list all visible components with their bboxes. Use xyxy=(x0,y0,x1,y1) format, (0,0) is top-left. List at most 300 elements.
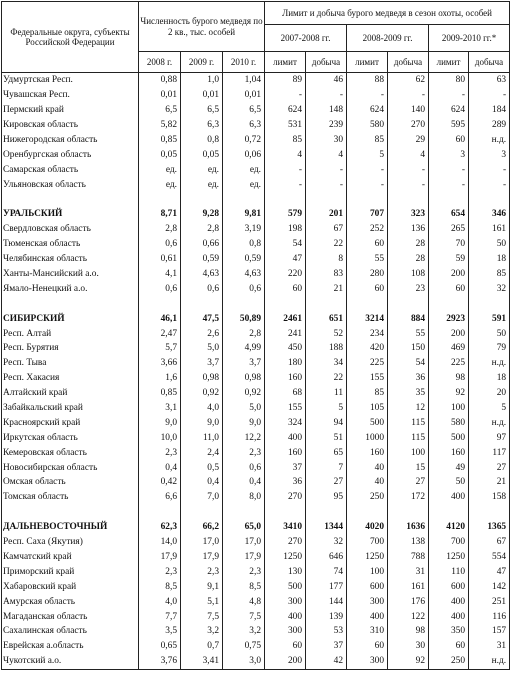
value-cell: 651 xyxy=(306,311,347,326)
header-limit-label: лимит xyxy=(429,52,469,73)
value-cell: 60 xyxy=(347,639,388,654)
value-cell: - xyxy=(469,177,510,192)
value-cell: ед. xyxy=(223,162,265,177)
value-cell: 200 xyxy=(429,326,469,341)
value-cell: 2,47 xyxy=(139,326,181,341)
region-name-cell: Красноярский край xyxy=(2,415,139,430)
value-cell: 4,0 xyxy=(181,401,223,416)
value-cell: н.д. xyxy=(469,415,510,430)
value-cell: 0,5 xyxy=(181,460,223,475)
header-harvest-label: добыча xyxy=(306,52,347,73)
table-row xyxy=(2,147,510,162)
spacer-cell xyxy=(347,296,388,311)
value-cell: 100 xyxy=(347,564,388,579)
value-cell: 60 xyxy=(347,281,388,296)
spacer-cell xyxy=(223,192,265,207)
spacer-cell xyxy=(265,192,306,207)
value-cell: 17,9 xyxy=(139,550,181,565)
value-cell: 35 xyxy=(388,386,429,401)
value-cell: 0,6 xyxy=(223,281,265,296)
value-cell: 251 xyxy=(469,594,510,609)
value-cell: 49 xyxy=(429,460,469,475)
header-limit-label: лимит xyxy=(347,52,388,73)
value-cell: 105 xyxy=(347,401,388,416)
value-cell: 2923 xyxy=(429,311,469,326)
value-cell: 323 xyxy=(388,207,429,222)
value-cell: 469 xyxy=(429,341,469,356)
value-cell: 55 xyxy=(347,252,388,267)
value-cell: 52 xyxy=(306,326,347,341)
value-cell: - xyxy=(388,177,429,192)
value-cell: 0,05 xyxy=(139,147,181,162)
value-cell: 591 xyxy=(469,311,510,326)
value-cell: 2,3 xyxy=(139,445,181,460)
value-cell: 3 xyxy=(429,147,469,162)
value-cell: 28 xyxy=(388,252,429,267)
header-limit: Лимит и добыча бурого медведя в сезон охоты, особей xyxy=(265,2,510,25)
value-cell: 79 xyxy=(469,341,510,356)
value-cell: 4,63 xyxy=(223,267,265,282)
value-cell: 265 xyxy=(429,222,469,237)
value-cell: 65 xyxy=(306,445,347,460)
value-cell: 270 xyxy=(265,490,306,505)
value-cell: 115 xyxy=(388,415,429,430)
spacer-cell xyxy=(139,505,181,520)
value-cell: 624 xyxy=(265,103,306,118)
value-cell: 67 xyxy=(306,222,347,237)
value-cell: 198 xyxy=(265,222,306,237)
header-season: 2009-2010 гг.* xyxy=(429,25,510,52)
value-cell: 9,1 xyxy=(181,579,223,594)
value-cell: 346 xyxy=(469,207,510,222)
value-cell: 788 xyxy=(388,550,429,565)
value-cell: 4120 xyxy=(429,520,469,535)
value-cell: 180 xyxy=(265,356,306,371)
value-cell: 27 xyxy=(388,475,429,490)
value-cell: 400 xyxy=(265,430,306,445)
value-cell: 5 xyxy=(469,401,510,416)
value-cell: 50 xyxy=(469,326,510,341)
value-cell: 37 xyxy=(306,639,347,654)
region-name-cell: Камчатский край xyxy=(2,550,139,565)
value-cell: 12 xyxy=(388,401,429,416)
value-cell: 60 xyxy=(265,639,306,654)
value-cell: 46 xyxy=(306,73,347,88)
value-cell: 0,75 xyxy=(223,639,265,654)
value-cell: 3,5 xyxy=(139,624,181,639)
value-cell: - xyxy=(469,162,510,177)
value-cell: 3 xyxy=(469,147,510,162)
value-cell: 122 xyxy=(388,609,429,624)
value-cell: 0,01 xyxy=(223,88,265,103)
value-cell: 51 xyxy=(306,430,347,445)
spacer-cell xyxy=(181,296,223,311)
value-cell: 0,4 xyxy=(139,460,181,475)
value-cell: 646 xyxy=(306,550,347,565)
region-name-cell: Ульяновская область xyxy=(2,177,139,192)
value-cell: 11,0 xyxy=(181,430,223,445)
spacer-cell xyxy=(347,505,388,520)
value-cell: 36 xyxy=(265,475,306,490)
value-cell: 98 xyxy=(388,624,429,639)
spacer-cell xyxy=(139,296,181,311)
region-name-cell: Свердловская область xyxy=(2,222,139,237)
value-cell: 18 xyxy=(469,252,510,267)
value-cell: 32 xyxy=(469,281,510,296)
spacer-cell xyxy=(429,505,469,520)
value-cell: 117 xyxy=(469,445,510,460)
value-cell: 0,85 xyxy=(139,133,181,148)
region-name-cell: Кемеровская область xyxy=(2,445,139,460)
spacer-cell xyxy=(469,296,510,311)
spacer-row xyxy=(2,505,510,520)
value-cell: 0,85 xyxy=(139,386,181,401)
value-cell: 158 xyxy=(469,490,510,505)
value-cell: 2461 xyxy=(265,311,306,326)
value-cell: 0,65 xyxy=(139,639,181,654)
value-cell: н.д. xyxy=(469,654,510,669)
value-cell: 2,3 xyxy=(139,564,181,579)
table-row xyxy=(2,639,510,654)
value-cell: 350 xyxy=(429,624,469,639)
value-cell: 85 xyxy=(347,386,388,401)
value-cell: 21 xyxy=(469,475,510,490)
table-row xyxy=(2,237,510,252)
value-cell: 0,7 xyxy=(181,639,223,654)
value-cell: 8,0 xyxy=(223,490,265,505)
value-cell: 8,71 xyxy=(139,207,181,222)
value-cell: 400 xyxy=(429,490,469,505)
value-cell: 89 xyxy=(265,73,306,88)
value-cell: - xyxy=(469,88,510,103)
value-cell: ед. xyxy=(181,177,223,192)
value-cell: 18 xyxy=(469,371,510,386)
table-row xyxy=(2,252,510,267)
value-cell: 40 xyxy=(347,460,388,475)
value-cell: 9,81 xyxy=(223,207,265,222)
table-row xyxy=(2,609,510,624)
value-cell: 176 xyxy=(388,594,429,609)
value-cell: 40 xyxy=(347,475,388,490)
value-cell: 654 xyxy=(429,207,469,222)
table-row xyxy=(2,73,510,88)
value-cell: 9,28 xyxy=(181,207,223,222)
value-cell: 0,6 xyxy=(181,281,223,296)
value-cell: 6,3 xyxy=(223,118,265,133)
value-cell: 55 xyxy=(388,326,429,341)
value-cell: 23 xyxy=(388,281,429,296)
table-row xyxy=(2,118,510,133)
value-cell: 95 xyxy=(306,490,347,505)
value-cell: 8 xyxy=(306,252,347,267)
value-cell: 139 xyxy=(306,609,347,624)
value-cell: 63 xyxy=(469,73,510,88)
value-cell: 66,2 xyxy=(181,520,223,535)
value-cell: 62 xyxy=(388,73,429,88)
value-cell: 624 xyxy=(347,103,388,118)
spacer-cell xyxy=(388,192,429,207)
value-cell: 0,98 xyxy=(181,371,223,386)
table-row xyxy=(2,356,510,371)
value-cell: 0,92 xyxy=(223,386,265,401)
value-cell: 310 xyxy=(347,624,388,639)
value-cell: 1000 xyxy=(347,430,388,445)
value-cell: 0,01 xyxy=(181,88,223,103)
value-cell: 280 xyxy=(347,267,388,282)
value-cell: 97 xyxy=(469,430,510,445)
region-name-cell: Алтайский край xyxy=(2,386,139,401)
value-cell: ед. xyxy=(223,177,265,192)
value-cell: - xyxy=(306,177,347,192)
value-cell: н.д. xyxy=(469,133,510,148)
value-cell: 67 xyxy=(469,535,510,550)
value-cell: - xyxy=(265,177,306,192)
value-cell: 47 xyxy=(469,564,510,579)
value-cell: 17,0 xyxy=(181,535,223,550)
value-cell: 500 xyxy=(265,579,306,594)
value-cell: 0,59 xyxy=(181,252,223,267)
spacer-cell xyxy=(306,505,347,520)
value-cell: 115 xyxy=(388,430,429,445)
value-cell: 100 xyxy=(388,445,429,460)
value-cell: 239 xyxy=(306,118,347,133)
value-cell: 47,5 xyxy=(181,311,223,326)
value-cell: 3,7 xyxy=(223,356,265,371)
table-row xyxy=(2,564,510,579)
value-cell: - xyxy=(306,88,347,103)
value-cell: 400 xyxy=(429,594,469,609)
value-cell: 144 xyxy=(306,594,347,609)
value-cell: 0,59 xyxy=(223,252,265,267)
value-cell: 15 xyxy=(388,460,429,475)
value-cell: 74 xyxy=(306,564,347,579)
value-cell: 2,4 xyxy=(181,445,223,460)
spacer-cell xyxy=(306,192,347,207)
value-cell: 1344 xyxy=(306,520,347,535)
value-cell: ед. xyxy=(181,162,223,177)
value-cell: 225 xyxy=(429,356,469,371)
value-cell: 4,63 xyxy=(181,267,223,282)
table-row xyxy=(2,460,510,475)
value-cell: 4,1 xyxy=(139,267,181,282)
table-row xyxy=(2,162,510,177)
value-cell: 138 xyxy=(388,535,429,550)
value-cell: 5,0 xyxy=(223,401,265,416)
table-row xyxy=(2,550,510,565)
table-row xyxy=(2,88,510,103)
spacer-cell xyxy=(388,505,429,520)
value-cell: 201 xyxy=(306,207,347,222)
value-cell: 4 xyxy=(265,147,306,162)
spacer-cell xyxy=(429,296,469,311)
spacer-cell xyxy=(181,505,223,520)
header-season: 2007-2008 гг. xyxy=(265,25,347,52)
value-cell: 2,8 xyxy=(139,222,181,237)
value-cell: 0,42 xyxy=(139,475,181,490)
header-harvest-label: добыча xyxy=(388,52,429,73)
value-cell: 4 xyxy=(388,147,429,162)
value-cell: 31 xyxy=(469,639,510,654)
region-name-cell: Нижегородская область xyxy=(2,133,139,148)
value-cell: 4,0 xyxy=(139,594,181,609)
value-cell: 234 xyxy=(347,326,388,341)
value-cell: 2,8 xyxy=(181,222,223,237)
value-cell: 34 xyxy=(306,356,347,371)
value-cell: - xyxy=(388,88,429,103)
value-cell: 65,0 xyxy=(223,520,265,535)
region-name-cell: Магаданская область xyxy=(2,609,139,624)
value-cell: - xyxy=(429,177,469,192)
value-cell: 10,0 xyxy=(139,430,181,445)
value-cell: - xyxy=(388,162,429,177)
value-cell: 420 xyxy=(347,341,388,356)
value-cell: 70 xyxy=(429,237,469,252)
value-cell: 3,76 xyxy=(139,654,181,669)
value-cell: 184 xyxy=(469,103,510,118)
region-name-cell: Челябинская область xyxy=(2,252,139,267)
value-cell: 1636 xyxy=(388,520,429,535)
value-cell: 14,0 xyxy=(139,535,181,550)
value-cell: 3,2 xyxy=(223,624,265,639)
value-cell: 3410 xyxy=(265,520,306,535)
table-row xyxy=(2,401,510,416)
value-cell: 17,9 xyxy=(223,550,265,565)
region-name-cell: Омская область xyxy=(2,475,139,490)
spacer-cell xyxy=(306,296,347,311)
header-year: 2008 г. xyxy=(139,52,181,73)
value-cell: 27 xyxy=(306,475,347,490)
value-cell: - xyxy=(429,88,469,103)
value-cell: 100 xyxy=(429,401,469,416)
spacer-cell xyxy=(223,505,265,520)
value-cell: 108 xyxy=(388,267,429,282)
value-cell: 53 xyxy=(306,624,347,639)
value-cell: 595 xyxy=(429,118,469,133)
value-cell: 5,82 xyxy=(139,118,181,133)
value-cell: 7 xyxy=(306,460,347,475)
value-cell: 300 xyxy=(347,654,388,669)
value-cell: - xyxy=(347,162,388,177)
value-cell: 88 xyxy=(347,73,388,88)
region-name-cell: Новосибирская область xyxy=(2,460,139,475)
header-population: Численность бурого медведя по 2 кв., тыс. особей xyxy=(139,2,265,52)
value-cell: 22 xyxy=(306,371,347,386)
header-limit-label: лимит xyxy=(265,52,306,73)
value-cell: 580 xyxy=(347,118,388,133)
value-cell: 140 xyxy=(388,103,429,118)
value-cell: 54 xyxy=(388,356,429,371)
table-row xyxy=(2,386,510,401)
value-cell: 2,3 xyxy=(181,564,223,579)
value-cell: 85 xyxy=(347,133,388,148)
region-name-cell: Пермский край xyxy=(2,103,139,118)
value-cell: 1,6 xyxy=(139,371,181,386)
value-cell: 6,5 xyxy=(223,103,265,118)
value-cell: - xyxy=(306,162,347,177)
value-cell: 1,04 xyxy=(223,73,265,88)
district-total-row xyxy=(2,520,510,535)
bear-statistics-table xyxy=(1,1,510,670)
value-cell: 161 xyxy=(469,222,510,237)
district-total-row xyxy=(2,207,510,222)
value-cell: 531 xyxy=(265,118,306,133)
value-cell: н.д. xyxy=(469,356,510,371)
value-cell: 600 xyxy=(429,579,469,594)
value-cell: 160 xyxy=(265,371,306,386)
region-name-cell: Хабаровский край xyxy=(2,579,139,594)
value-cell: 250 xyxy=(429,654,469,669)
region-name-cell: Амурская область xyxy=(2,594,139,609)
value-cell: 0,88 xyxy=(139,73,181,88)
region-name-cell: Еврейская а.область xyxy=(2,639,139,654)
value-cell: 0,8 xyxy=(181,133,223,148)
value-cell: 1250 xyxy=(265,550,306,565)
value-cell: ед. xyxy=(139,162,181,177)
value-cell: 9,0 xyxy=(139,415,181,430)
region-name-cell: Томская область xyxy=(2,490,139,505)
table-row xyxy=(2,133,510,148)
region-name-cell: Респ. Тыва xyxy=(2,356,139,371)
value-cell: 5,0 xyxy=(181,341,223,356)
value-cell: 0,66 xyxy=(181,237,223,252)
spacer-cell xyxy=(347,192,388,207)
value-cell: 161 xyxy=(388,579,429,594)
value-cell: 2,8 xyxy=(223,326,265,341)
spacer-row xyxy=(2,296,510,311)
value-cell: 47 xyxy=(265,252,306,267)
value-cell: 0,72 xyxy=(223,133,265,148)
value-cell: 150 xyxy=(388,341,429,356)
value-cell: 1250 xyxy=(347,550,388,565)
value-cell: 0,4 xyxy=(181,475,223,490)
value-cell: 11 xyxy=(306,386,347,401)
value-cell: 60 xyxy=(265,281,306,296)
value-cell: 500 xyxy=(429,430,469,445)
value-cell: 160 xyxy=(347,445,388,460)
value-cell: 400 xyxy=(429,609,469,624)
value-cell: 27 xyxy=(469,460,510,475)
value-cell: 250 xyxy=(347,490,388,505)
value-cell: 0,05 xyxy=(181,147,223,162)
value-cell: 700 xyxy=(347,535,388,550)
value-cell: 0,98 xyxy=(223,371,265,386)
value-cell: 54 xyxy=(265,237,306,252)
value-cell: 8,5 xyxy=(139,579,181,594)
table-row xyxy=(2,624,510,639)
value-cell: 17,0 xyxy=(223,535,265,550)
value-cell: 85 xyxy=(469,267,510,282)
value-cell: 177 xyxy=(306,579,347,594)
value-cell: 188 xyxy=(306,341,347,356)
value-cell: 92 xyxy=(429,386,469,401)
spacer-cell xyxy=(2,192,139,207)
value-cell: 300 xyxy=(265,624,306,639)
value-cell: 60 xyxy=(347,237,388,252)
value-cell: 4,8 xyxy=(223,594,265,609)
value-cell: 83 xyxy=(306,267,347,282)
region-name-cell: Респ. Бурятия xyxy=(2,341,139,356)
region-name-cell: Оренбургская область xyxy=(2,147,139,162)
value-cell: 12,2 xyxy=(223,430,265,445)
value-cell: 6,6 xyxy=(139,490,181,505)
value-cell: 0,01 xyxy=(139,88,181,103)
value-cell: 50 xyxy=(469,237,510,252)
spacer-cell xyxy=(139,192,181,207)
value-cell: 6,5 xyxy=(181,103,223,118)
spacer-cell xyxy=(429,192,469,207)
region-name-cell: Респ. Саха (Якутия) xyxy=(2,535,139,550)
value-cell: 116 xyxy=(469,609,510,624)
